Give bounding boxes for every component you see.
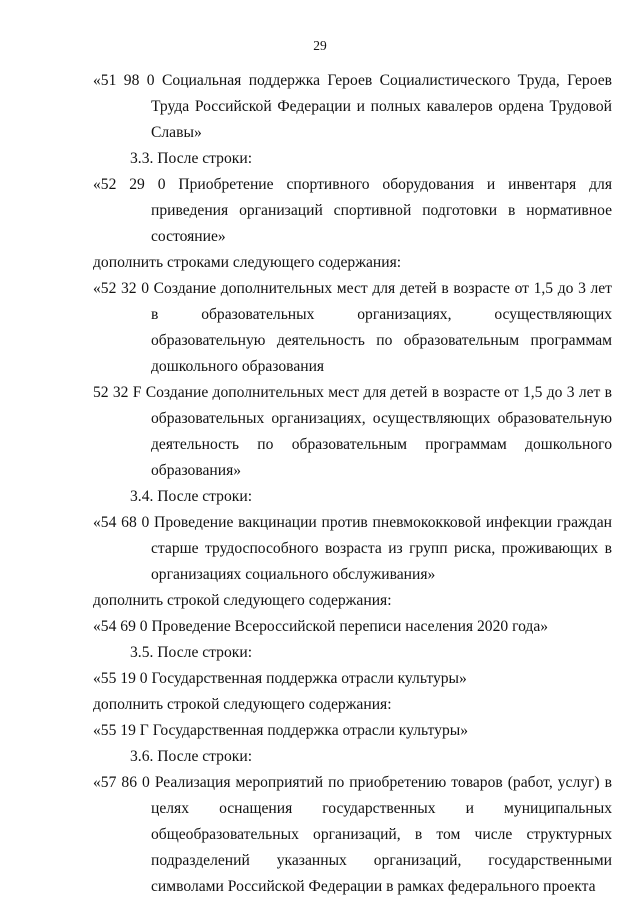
- instruction-line: дополнить строкой следующего содержания:: [93, 696, 392, 713]
- instruction-line: дополнить строками следующего содержания:: [93, 254, 402, 271]
- subpoint-3-4: 3.4. После строки:: [130, 488, 253, 505]
- code-entry-5232F: 52 32 F Создание дополнительных мест для детей в возрасте от 1,5 до 3 лет в образовательных организациях, осуществляющих образовательную деятельность по образовательным программам дошкольного образования»: [93, 384, 612, 479]
- code-entry-57860: «57 86 0 Реализация мероприятий по приобретению товаров (работ, услуг) в целях оснащения государственных и муниципальных общеобразовательных организаций, в том числе структурных подразделений указанных организаций, государственными символами Российской Федерации в рамках федерального проекта: [93, 774, 612, 895]
- instruction-line: дополнить строкой следующего содержания:: [93, 592, 392, 609]
- code-entry-5519G: «55 19 Г Государственная поддержка отрасли культуры»: [93, 722, 469, 739]
- subpoint-3-3: 3.3. После строки:: [130, 150, 253, 167]
- code-entry-51980: «51 98 0 Социальная поддержка Героев Социалистического Труда, Героев Труда Российской Федерации и полных кавалеров ордена Трудовой Славы»: [93, 72, 612, 141]
- code-entry-54690: «54 69 0 Проведение Всероссийской переписи населения 2020 года»: [93, 618, 549, 635]
- subpoint-3-5: 3.5. После строки:: [130, 644, 253, 661]
- code-entry-52290: «52 29 0 Приобретение спортивного оборудования и инвентаря для приведения организаций спортивной подготовки в нормативное состояние»: [93, 176, 612, 245]
- page-number: 29: [313, 38, 327, 53]
- subpoint-3-6: 3.6. После строки:: [130, 748, 253, 765]
- document-body: [93, 68, 612, 900]
- code-entry-52320: «52 32 0 Создание дополнительных мест для детей в возрасте от 1,5 до 3 лет в образовательных организациях, осуществляющих образовательную деятельность по образовательным программам дошкольного образования: [93, 280, 612, 375]
- code-entry-55190: «55 19 0 Государственная поддержка отрасли культуры»: [93, 670, 467, 687]
- code-entry-54680: «54 68 0 Проведение вакцинации против пневмококковой инфекции граждан старше трудоспособного возраста из групп риска, проживающих в организациях социального обслуживания»: [93, 514, 612, 583]
